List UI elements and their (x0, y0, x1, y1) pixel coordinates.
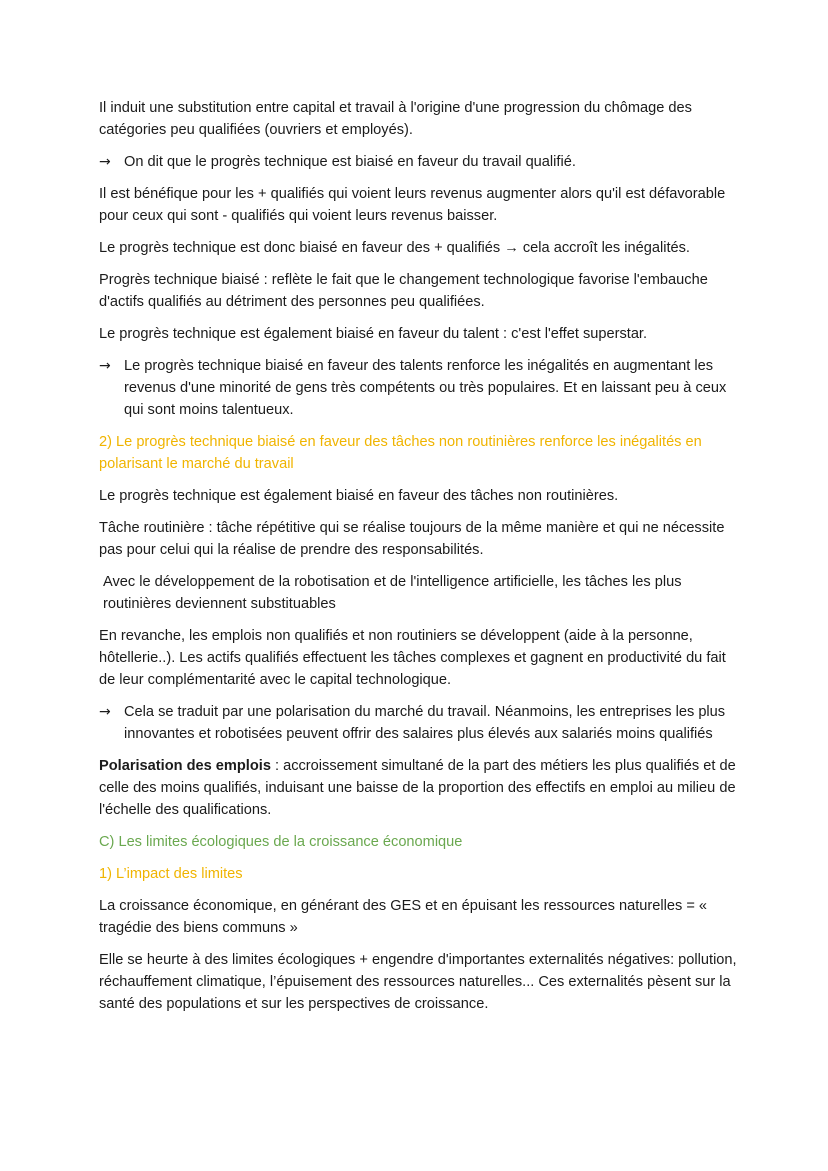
arrow-point-text: On dit que le progrès technique est biaisé en faveur du travail qualifié. (124, 154, 576, 170)
right-arrow-icon: → (99, 154, 111, 170)
paragraph-definition-polarisation (99, 755, 739, 821)
paragraph-definition-tache-routiniere: Tâche routinière : tâche répétitive qui se réalise toujours de la même manière et qui ne nécessite pas pour celui qui la réalise de prendre des responsabilités. (99, 520, 725, 558)
paragraph-substitution: Il induit une substitution entre capital et travail à l'origine d'une progression du chômage des catégories peu qualifiées (ouvriers et employés). (99, 100, 692, 138)
paragraph-benefique: Il est bénéfique pour les + qualifiés qui voient leurs revenus augmenter alors qu'il est défavorable pour ceux qui sont - qualifiés qui voient leurs revenus baisser. (99, 186, 726, 224)
definition-text: : accroissement simultané de la part des métiers les plus qualifiés et de celle des moins qualifiés, induisant une baisse de la proportion des effectifs en emploi au milieu de l'échelle des qualifications. (99, 758, 736, 818)
paragraph-tragedie-biens-communs: La croissance économique, en générant des GES et en épuisant les ressources naturelles = « tragédie des biens communs » (99, 898, 708, 936)
arrow-point-text: Cela se traduit par une polarisation du marché du travail. Néanmoins, les entreprises les plus innovantes et robotisées peuvent offrir des salaires plus élevés aux salariés moins qualifiés (124, 704, 726, 742)
paragraph-definition-progres-biaise: Progrès technique biaisé : reflète le fait que le changement technologique favorise l'embauche d'actifs qualifiés au détriment des personnes peu qualifiées. (99, 272, 708, 310)
subsection-heading-impact-limites: 1) L’impact des limites (99, 866, 243, 882)
paragraph-effet-superstar: Le progrès technique est également biaisé en faveur du talent : c'est l'effet superstar. (99, 326, 648, 342)
arrow-point-polarisation (99, 701, 739, 745)
document-page (99, 97, 739, 1025)
right-arrow-icon: → (99, 358, 111, 374)
right-arrow-icon: → (99, 704, 111, 720)
paragraph-externalites: Elle se heurte à des limites écologiques + engendre d'importantes externalités négatives: pollution, réchauffement climatique, l’épuisement des ressources naturelles... Ces externalités pèsent sur la santé des populations et sur les perspectives de croissance. (99, 952, 737, 1012)
paragraph-robotisation: Avec le développement de la robotisation et de l'intelligence artificielle, les tâches les plus routinières deviennent substituables (103, 574, 682, 612)
section-heading-taches-non-routinieres: 2) Le progrès technique biaisé en faveur des tâches non routinières renforce les inégalités en polarisant le marché du travail (99, 434, 702, 472)
paragraph-taches-non-routinieres: Le progrès technique est également biaisé en faveur des tâches non routinières. (99, 488, 619, 504)
paragraph-biaise-qualifies: Le progrès technique est donc biaisé en faveur des + qualifiés → cela accroît les inégalités. (99, 240, 690, 256)
paragraph-emplois-non-qualifies: En revanche, les emplois non qualifiés et non routiniers se développent (aide à la personne, hôtellerie..). Les actifs qualifiés effectuent les tâches complexes et gagnent en productivité du fait de leur complémentarité avec le capital technologique. (99, 628, 726, 688)
arrow-point-text: Le progrès technique biaisé en faveur des talents renforce les inégalités en augmentant les revenus d'une minorité de gens très compétents ou très populaires. Et en laissant peu à ceux qui sont moins talentueux. (124, 358, 727, 418)
arrow-point-travail-qualifie (99, 151, 739, 173)
arrow-point-talents (99, 355, 739, 421)
definition-term: Polarisation des emplois (99, 758, 271, 774)
section-heading-limites-ecologiques: C) Les limites écologiques de la croissance économique (99, 834, 463, 850)
